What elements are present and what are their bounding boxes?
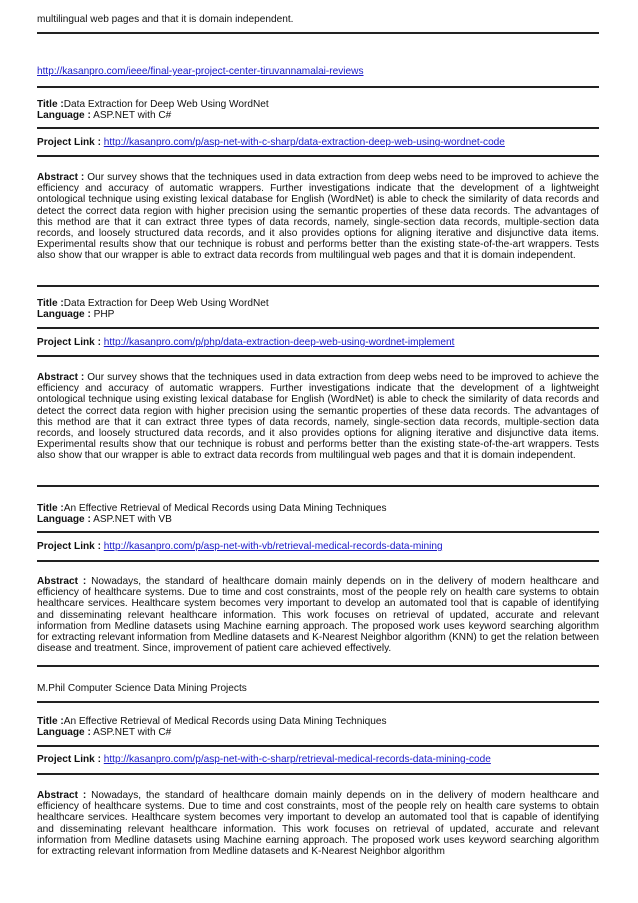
divider — [37, 127, 599, 129]
project-language-row: Language : ASP.NET with VB — [37, 514, 172, 525]
divider — [37, 327, 599, 329]
project-language: PHP — [93, 309, 115, 320]
project-link-row: Project Link : http://kasanpro.com/p/asp-net-with-vb/retrieval-medical-records-data-mining — [37, 541, 443, 552]
project-language-row: Language : ASP.NET with C# — [37, 727, 172, 738]
divider — [37, 86, 599, 88]
divider — [37, 285, 599, 287]
project-abstract: Abstract : Our survey shows that the techniques used in data extraction from deep webs need to be improved to achieve the efficiency and accuracy of automatic wrappers. Further investigations indicate that the development of a lightweight ontological technique using existing lexical database for English (WordNet) is able to check the similarity of data records and detect the correct data region with higher precision using the semantic properties of these data records. The advantages of this method are that it can extract three types of data records, namely, single-section data records, multiple-section data records, and loosely structured data records, and it also provides options for aligning iterative and disjunctive data items. Experimental results show that our technique is robust and performs better than the existing state-of-the-art wrappers. Tests also show that our wrapper is able to extract data records from multilingual web pages and that it is domain independent. — [37, 372, 599, 462]
abstract-text: Our survey shows that the techniques used in data extraction from deep webs need to be improved to achieve the efficiency and accuracy of automatic wrappers. Further investigations indicate that the development of a lightweight ontological technique using existing lexical database for English (WordNet) is able to check the similarity of data records and detect the correct data region with higher precision using the semantic properties of these data records. The advantages of this method are that it can extract three types of data records, namely, single-section data records, multiple-section data records, and loosely structured data records, and it also provides options for aligning iterative and disjunctive data items. Experimental results show that our technique is robust and performs better than the existing state-of-the-art wrappers. Tests also show that our wrapper is able to extract data records from multilingual web pages and that it is domain independent. — [37, 372, 599, 462]
divider — [37, 531, 599, 533]
divider — [37, 745, 599, 747]
project-language-row: Language : PHP — [37, 309, 115, 320]
project-language-row: Language : ASP.NET with C# — [37, 110, 172, 121]
project-title: Data Extraction for Deep Web Using WordNet — [63, 298, 269, 309]
project-title-row: Title :An Effective Retrieval of Medical Records using Data Mining Techniques — [37, 503, 387, 514]
project-title-row: Title :Data Extraction for Deep Web Using WordNet — [37, 298, 269, 309]
divider — [37, 560, 599, 562]
project-link-row: Project Link : http://kasanpro.com/p/asp-net-with-c-sharp/data-extraction-deep-web-using-wordnet-code — [37, 137, 505, 148]
section-heading: M.Phil Computer Science Data Mining Projects — [37, 683, 247, 694]
project-title: Data Extraction for Deep Web Using WordNet — [63, 99, 269, 110]
divider — [37, 773, 599, 775]
divider — [37, 485, 599, 487]
abstract-text: Nowadays, the standard of healthcare domain mainly depends on in the delivery of modern healthcare and efficiency of healthcare systems. Due to time and cost constraints, most of the people rely on health care systems to obtain healthcare services. Healthcare system becomes very important to develop an automated tool that is capable of identifying and disseminating relevant healthcare information. This work focuses on retrieval of updated, accurate and relevant information from Medline datasets using Machine earning approach. The proposed work uses keyword searching algorithm for extracting relevant information from Medline datasets and K-Nearest Neighbor algorithm — [37, 790, 599, 858]
project-abstract: Abstract : Nowadays, the standard of healthcare domain mainly depends on in the delivery of modern healthcare and efficiency of healthcare systems. Due to time and cost constraints, most of the people rely on health care systems to obtain healthcare services. Healthcare system becomes very important to develop an automated tool that is capable of identifying and disseminating relevant healthcare information. This work focuses on retrieval of updated, accurate and relevant information from Medline datasets using Machine earning approach. The proposed work uses keyword searching algorithm for extracting relevant information from Medline datasets and K-Nearest Neighbor algorithm (KNN) to get the relation between disease and treatment. Since, improvement of patient care achieved effectively. — [37, 576, 599, 655]
project-link[interactable]: http://kasanpro.com/p/php/data-extraction-deep-web-using-wordnet-implement — [103, 337, 455, 348]
abstract-text: Our survey shows that the techniques used in data extraction from deep webs need to be improved to achieve the efficiency and accuracy of automatic wrappers. Further investigations indicate that the development of a lightweight ontological technique using existing lexical database for English (WordNet) is able to check the similarity of data records and detect the correct data region with higher precision using the semantic properties of these data records. The advantages of this method are that it can extract three types of data records, namely, single-section data records, multiple-section data records, and loosely structured data records, and it also provides options for aligning iterative and disjunctive data items. Experimental results show that our technique is robust and performs better than the existing state-of-the-art wrappers. Tests also show that our wrapper is able to extract data records from multilingual web pages and that it is domain independent. — [37, 172, 599, 262]
project-language: ASP.NET with C# — [93, 727, 172, 738]
abstract-text: Nowadays, the standard of healthcare domain mainly depends on in the delivery of modern healthcare and efficiency of healthcare systems. Due to time and cost constraints, most of the people rely on health care systems to obtain healthcare services. Healthcare system becomes very important to develop an automated tool that is capable of identifying and disseminating relevant healthcare information. This work focuses on retrieval of updated, accurate and relevant information from Medline datasets using Machine earning approach. The proposed work uses keyword searching algorithm for extracting relevant information from Medline datasets and K-Nearest Neighbor algorithm (KNN) to get the relation between disease and treatment. Since, improvement of patient care achieved effectively. — [37, 576, 599, 655]
project-link-row: Project Link : http://kasanpro.com/p/php/data-extraction-deep-web-using-wordnet-implement — [37, 337, 455, 348]
divider — [37, 155, 599, 157]
project-abstract: Abstract : Nowadays, the standard of healthcare domain mainly depends on in the delivery of modern healthcare and efficiency of healthcare systems. Due to time and cost constraints, most of the people rely on health care systems to obtain healthcare services. Healthcare system becomes very important to develop an automated tool that is capable of identifying and disseminating relevant healthcare information. This work focuses on retrieval of updated, accurate and relevant information from Medline datasets using Machine earning approach. The proposed work uses keyword searching algorithm for extracting relevant information from Medline datasets and K-Nearest Neighbor algorithm — [37, 790, 599, 858]
divider — [37, 355, 599, 357]
project-title: An Effective Retrieval of Medical Records using Data Mining Techniques — [63, 716, 387, 727]
project-title-row: Title :An Effective Retrieval of Medical Records using Data Mining Techniques — [37, 716, 387, 727]
project-title-row: Title :Data Extraction for Deep Web Using WordNet — [37, 99, 269, 110]
project-abstract: Abstract : Our survey shows that the techniques used in data extraction from deep webs need to be improved to achieve the efficiency and accuracy of automatic wrappers. Further investigations indicate that the development of a lightweight ontological technique using existing lexical database for English (WordNet) is able to check the similarity of data records and detect the correct data region with higher precision using the semantic properties of these data records. The advantages of this method are that it can extract three types of data records, namely, single-section data records, multiple-section data records, and loosely structured data records, and it also provides options for aligning iterative and disjunctive data items. Experimental results show that our technique is robust and performs better than the existing state-of-the-art wrappers. Tests also show that our wrapper is able to extract data records from multilingual web pages and that it is domain independent. — [37, 172, 599, 262]
project-link[interactable]: http://kasanpro.com/p/asp-net-with-c-sharp/retrieval-medical-records-data-mining-code — [103, 754, 491, 765]
top-link-row — [37, 66, 599, 77]
project-link[interactable]: http://kasanpro.com/p/asp-net-with-vb/retrieval-medical-records-data-mining — [103, 541, 443, 552]
project-language: ASP.NET with VB — [93, 514, 172, 525]
project-title: An Effective Retrieval of Medical Records using Data Mining Techniques — [63, 503, 387, 514]
intro-tail-text: multilingual web pages and that it is domain independent. — [37, 14, 294, 25]
project-link-row: Project Link : http://kasanpro.com/p/asp-net-with-c-sharp/retrieval-medical-records-data-mining-code — [37, 754, 491, 765]
project-language: ASP.NET with C# — [93, 110, 172, 121]
project-link[interactable]: http://kasanpro.com/p/asp-net-with-c-sharp/data-extraction-deep-web-using-wordnet-code — [103, 137, 505, 148]
divider — [37, 32, 599, 34]
divider — [37, 665, 599, 667]
divider — [37, 701, 599, 703]
top-link[interactable]: http://kasanpro.com/ieee/final-year-project-center-tiruvannamalai-reviews — [37, 66, 364, 77]
